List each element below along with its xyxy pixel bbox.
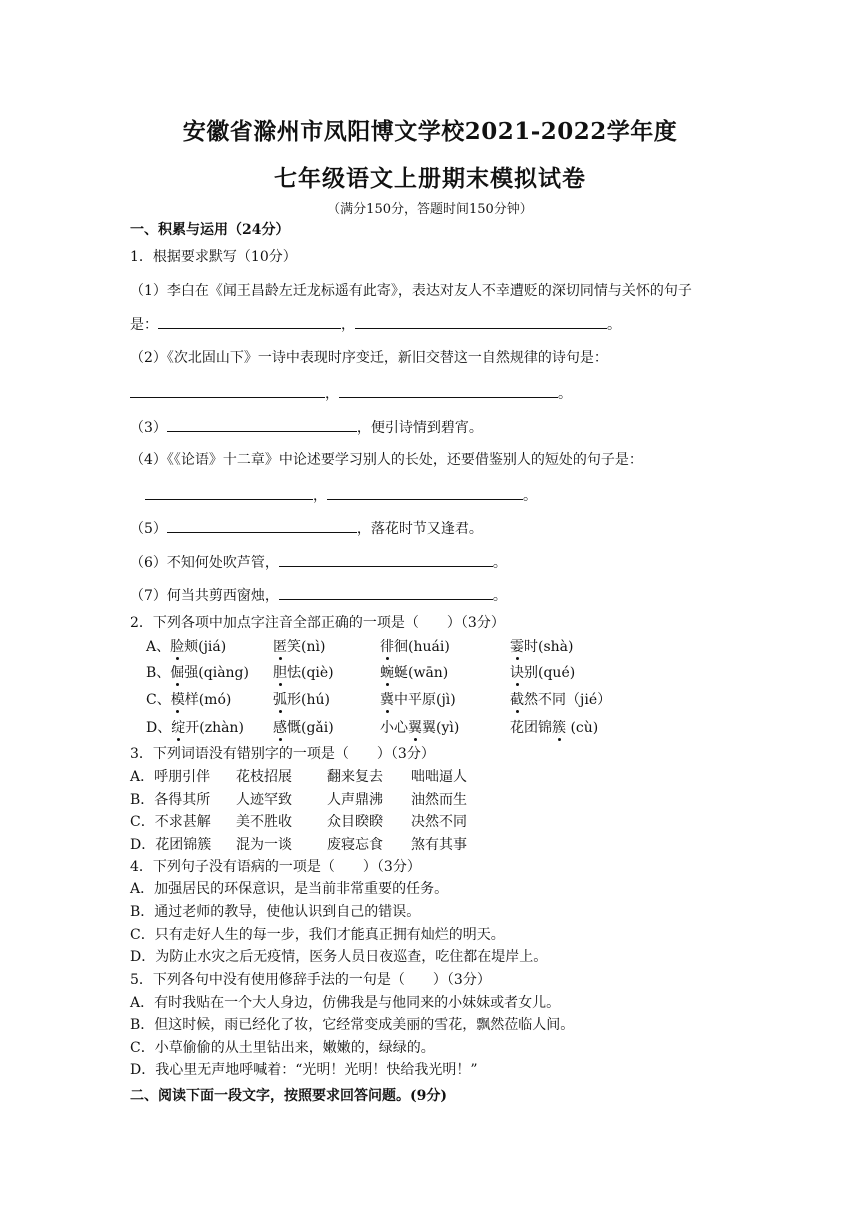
q3-option-d-word-1[interactable]: D．花团锦簇	[130, 837, 212, 853]
q3-option-c-word-2: 美不胜收	[236, 814, 292, 830]
q3-option-a-word-1[interactable]: A．呼朋引伴	[130, 769, 211, 785]
period: 。	[558, 386, 572, 402]
q1-item-5	[130, 519, 483, 538]
q5-stem: 5．下列各句中没有使用修辞手法的一句是（ ）（3分）	[130, 972, 491, 988]
q1-item-1-text: （1）李白在《闻王昌龄左迁龙标遥有此寄》，表达对友人不幸遭贬的深切同情与关怀的句子	[130, 283, 692, 299]
q1-item-4-answer-line	[145, 486, 537, 505]
item-number: （3）	[130, 420, 167, 436]
q3-option-b-word-1[interactable]: B．各得其所	[130, 792, 211, 808]
answer-blank[interactable]	[167, 519, 357, 533]
q2-option-b-word-3	[380, 664, 448, 682]
answer-blank[interactable]	[279, 553, 493, 567]
dotted-character: 截	[510, 692, 524, 708]
word-text: 慨(gǎi)	[287, 720, 334, 736]
dotted-character: 模	[170, 692, 185, 708]
period: 。	[492, 588, 507, 604]
q3-option-b-word-4: 油然而生	[411, 792, 467, 808]
q3-option-a-word-2: 花枝招展	[236, 769, 292, 785]
q3-option-c-word-1[interactable]: C．不求甚解	[130, 814, 211, 830]
dotted-character: 簇	[552, 720, 566, 736]
q4-option-d[interactable]: D．为防止水灾之后无疫情，医务人员日夜巡查，吃住都在堤岸上。	[130, 949, 548, 965]
exam-title-line-1: 安徽省滁州市凤阳博文学校2021-2022学年度	[182, 118, 678, 145]
answer-blank[interactable]	[355, 315, 607, 329]
word-text: C、	[146, 692, 171, 708]
q2-option-d-word-1[interactable]	[146, 719, 244, 737]
word-text: 然不同（jié）	[524, 692, 612, 708]
q3-option-a-word-3: 翻来复去	[327, 769, 383, 785]
q2-option-c-word-3	[380, 691, 456, 709]
q3-option-a-word-4: 咄咄逼人	[411, 769, 467, 785]
dotted-character: 弧	[273, 692, 287, 708]
dotted-character: 冀	[380, 692, 394, 708]
word-text: 翼(yì)	[422, 720, 460, 736]
poem-line: （6）不知何处吹芦管，	[130, 555, 279, 571]
exam-subtitle: （满分150分，答题时间150分钟）	[327, 202, 533, 217]
q3-option-b-word-2: 人迹罕致	[236, 792, 292, 808]
comma: ，	[325, 386, 339, 402]
word-text: 花团锦	[510, 720, 552, 736]
q4-option-c[interactable]: C．只有走好人生的每一步，我们才能真正拥有灿烂的明天。	[130, 927, 505, 943]
dotted-character: 脸	[170, 639, 185, 655]
period: 。	[523, 488, 537, 504]
q5-option-b[interactable]: B．但这时候，雨已经化了妆，它经常变成美丽的雪花，飘然莅临人间。	[130, 1017, 575, 1033]
q2-option-c-word-1[interactable]	[146, 691, 231, 709]
poem-line: （7）何当共剪西窗烛，	[130, 588, 279, 604]
q5-option-d[interactable]: D．我心里无声地呼喊着：“光明！光明！快给我光明！”	[130, 1062, 478, 1078]
q2-option-d-word-3	[380, 719, 459, 737]
q3-stem: 3．下列词语没有错别字的一项是（ ）（3分）	[130, 746, 435, 762]
dotted-character: 绽	[171, 720, 186, 736]
word-text: 蜒(wān)	[394, 665, 449, 681]
word-text: 时(shà)	[524, 639, 574, 655]
q1-item-3	[130, 418, 483, 437]
q2-option-d-word-4	[510, 719, 598, 737]
word-text: 怯(qiè)	[287, 665, 334, 681]
q2-option-c-word-2	[273, 691, 330, 709]
poem-line: ，便引诗情到碧宵。	[356, 420, 483, 436]
answer-blank[interactable]	[279, 586, 493, 600]
section-2-heading: 二、阅读下面一段文字，按照要求回答问题。(9分)	[130, 1088, 447, 1104]
word-text: 中平原(jì)	[394, 692, 456, 708]
answer-blank[interactable]	[158, 315, 341, 329]
q1-item-6	[130, 553, 507, 572]
q2-stem: 2．下列各项中加点字注音全部正确的一项是（ ）（3分）	[130, 615, 505, 631]
q1-item-1-answer-line	[130, 315, 621, 334]
answer-blank[interactable]	[130, 384, 325, 398]
q2-option-a-word-3	[380, 638, 450, 656]
q2-option-a-word-4	[510, 638, 573, 656]
answer-prefix: 是：	[130, 317, 158, 333]
q3-option-d-word-4: 煞有其事	[411, 837, 467, 853]
dotted-character: 霎	[510, 639, 524, 655]
word-text: 形(hú)	[287, 692, 330, 708]
word-text: A、	[146, 639, 171, 655]
answer-blank[interactable]	[167, 418, 357, 432]
q2-option-a-word-1[interactable]	[146, 638, 226, 656]
q2-option-b-word-4	[510, 664, 575, 682]
q5-option-a[interactable]: A．有时我贴在一个大人身边，仿佛我是与他同来的小妹妹或者女儿。	[130, 995, 561, 1011]
q3-option-b-word-3: 人声鼎沸	[327, 792, 383, 808]
q1-item-2-answer-line	[130, 384, 572, 403]
poem-line: ，落花时节又逢君。	[356, 521, 483, 537]
q1-stem: 1．根据要求默写（10分）	[130, 249, 297, 265]
comma: ，	[313, 488, 327, 504]
q3-option-d-word-2: 混为一谈	[236, 837, 292, 853]
section-1-heading: 一、积累与运用（24分）	[130, 222, 290, 238]
word-text: 别(qué)	[524, 665, 576, 681]
word-text: D、	[146, 720, 172, 736]
q1-item-7	[130, 586, 507, 605]
word-text: 开(zhàn)	[185, 720, 244, 736]
period: 。	[607, 317, 621, 333]
dotted-character: 感	[273, 720, 287, 736]
q3-option-c-word-3: 众目睽睽	[327, 814, 383, 830]
dotted-character: 诀	[510, 665, 524, 681]
q4-option-a[interactable]: A．加强居民的环保意识，是当前非常重要的任务。	[130, 881, 449, 897]
q3-option-c-word-4: 决然不同	[411, 814, 467, 830]
q4-option-b[interactable]: B．通过老师的教导，使他认识到自己的错误。	[130, 904, 421, 920]
comma: ，	[341, 317, 355, 333]
q3-option-d-word-3: 废寝忘食	[327, 837, 383, 853]
dotted-character: 胆	[273, 665, 287, 681]
word-text: 笑(nì)	[287, 639, 326, 655]
q1-item-4-text: （4）《《论语》十二章》中论述要学习别人的长处，还要借鉴别人的短处的句子是：	[130, 452, 643, 468]
answer-blank[interactable]	[145, 486, 313, 500]
dotted-character: 翼	[408, 720, 422, 736]
word-text: 徊(huái)	[394, 639, 450, 655]
item-number: （5）	[130, 521, 167, 537]
exam-title-line-2: 七年级语文上册期末模拟试卷	[274, 165, 586, 192]
period: 。	[492, 555, 507, 571]
answer-blank[interactable]	[339, 384, 558, 398]
word-text: 强(qiàng)	[184, 665, 249, 681]
dotted-character: 徘	[380, 639, 394, 655]
dotted-character: 倔	[170, 665, 185, 681]
word-text: 样(mó)	[184, 692, 232, 708]
q1-item-2-text: （2）《次北固山下》一诗中表现时序变迁，新旧交替这一自然规律的诗句是：	[130, 350, 608, 366]
q2-option-b-word-1[interactable]	[146, 664, 249, 682]
word-text: 小心	[380, 720, 408, 736]
answer-blank[interactable]	[327, 486, 523, 500]
q2-option-c-word-4	[510, 691, 611, 709]
q5-option-c[interactable]: C．小草偷偷的从土里钻出来，嫩嫩的，绿绿的。	[130, 1040, 435, 1056]
word-text: B、	[146, 665, 171, 681]
q2-option-a-word-2	[273, 638, 325, 656]
word-text: 颊(jiá)	[184, 639, 227, 655]
q4-stem: 4．下列句子没有语病的一项是（ ）（3分）	[130, 859, 421, 875]
word-text: (cù)	[566, 720, 599, 736]
dotted-character: 匿	[273, 639, 287, 655]
q2-option-b-word-2	[273, 664, 334, 682]
dotted-character: 蜿	[380, 665, 394, 681]
q2-option-d-word-2	[273, 719, 334, 737]
